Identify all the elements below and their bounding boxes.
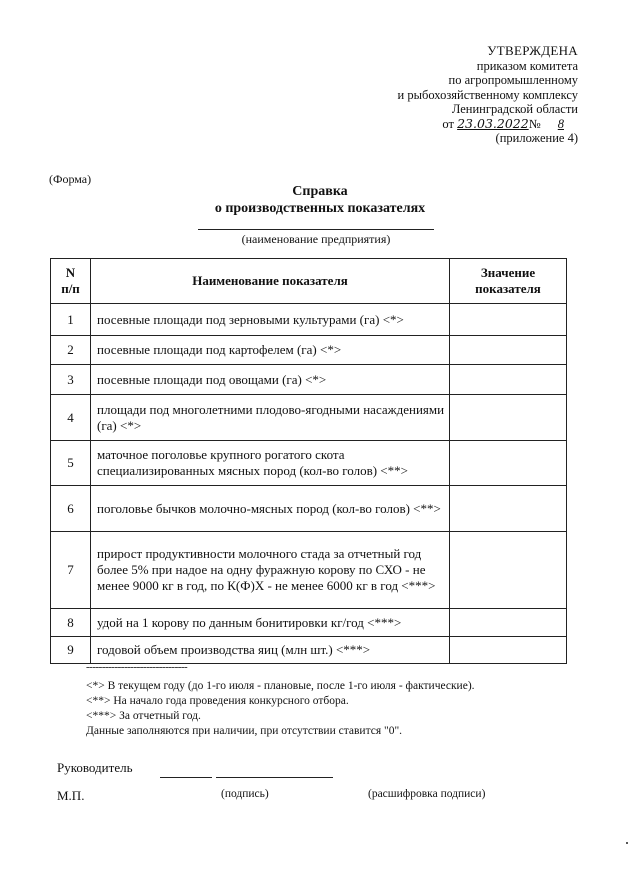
row-indicator-name: поголовье бычков молочно-мясных пород (кол-во голов) <**> (91, 486, 450, 532)
signature-caption: (подпись) (221, 788, 269, 800)
document-title (0, 183, 640, 217)
table-row (51, 441, 567, 486)
footnote: <**> На начало года проведения конкурсного отбора. (86, 695, 349, 707)
number-prefix: № (528, 116, 541, 131)
approval-line: по агропромышленному (448, 73, 578, 87)
table-row (51, 609, 567, 637)
header-indicator-value: Значение показателя (450, 259, 567, 304)
approval-line: приказом комитета (476, 58, 578, 73)
table-header-row (51, 259, 567, 304)
table-row (51, 304, 567, 336)
row-number: 5 (51, 441, 91, 486)
signature-decode-caption: (расшифровка подписи) (368, 788, 486, 800)
row-indicator-name: посевные площади под овощами (га) <*> (91, 365, 450, 395)
organization-caption: (наименование предприятия) (241, 232, 391, 246)
row-number: 3 (51, 365, 91, 395)
signature-line[interactable] (160, 777, 212, 778)
indicators-table (50, 258, 567, 664)
appendix-label: (приложение 4) (495, 131, 578, 145)
row-indicator-name: посевные площади под картофелем (га) <*> (91, 336, 450, 365)
signature-decode-line[interactable] (216, 777, 333, 778)
footnote: Данные заполняются при наличии, при отсутствии ставится "0". (86, 725, 403, 737)
header-indicator-name: Наименование показателя (91, 259, 450, 304)
footnotes (86, 679, 475, 739)
table-row (51, 486, 567, 532)
row-value-cell[interactable] (450, 486, 567, 532)
approval-heading: УТВЕРЖДЕНА (487, 43, 578, 58)
row-value-cell[interactable] (450, 304, 567, 336)
organization-name-line[interactable] (198, 229, 434, 230)
scan-speck (626, 842, 628, 844)
subtitle-line: о производственных показателях (214, 201, 426, 216)
stamp-label: М.П. (57, 788, 85, 803)
table-row (51, 532, 567, 609)
table-row (51, 365, 567, 395)
head-label: Руководитель (57, 760, 133, 775)
row-value-cell[interactable] (450, 532, 567, 609)
row-value-cell[interactable] (450, 336, 567, 365)
row-indicator-name: годовой объем производства яиц (млн шт.) <***> (91, 637, 450, 664)
handwritten-date: 23.03.2022 (457, 115, 529, 131)
row-number: 2 (51, 336, 91, 365)
footnote: <***> За отчетный год. (86, 710, 201, 722)
row-number: 7 (51, 532, 91, 609)
form-label: (Форма) (49, 172, 92, 186)
row-value-cell[interactable] (450, 441, 567, 486)
row-indicator-name: прирост продуктивности молочного стада за отчетный год более 5% при надое на одну фуражную корову по СХО - не менее 9000 кг в год, по К(Ф)Х - не менее 6000 кг в год <***> (91, 532, 450, 609)
row-number: 9 (51, 637, 91, 664)
row-value-cell[interactable] (450, 395, 567, 441)
row-indicator-name: посевные площади под зерновыми культурами (га) <*> (91, 304, 450, 336)
table-row (51, 637, 567, 664)
approval-block (318, 44, 578, 146)
row-value-cell[interactable] (450, 637, 567, 664)
header-number: N п/п (51, 259, 91, 304)
footnote: <*> В текущем году (до 1-го июля - плановые, после 1-го июля - фактические). (86, 680, 475, 692)
date-prefix: от (442, 116, 454, 131)
title-line: Справка (292, 184, 348, 199)
row-value-cell[interactable] (450, 609, 567, 637)
approval-date-row (318, 117, 578, 132)
table-row (51, 336, 567, 365)
approval-line: и рыбохозяйственному комплексу (397, 87, 578, 102)
table-row (51, 395, 567, 441)
row-indicator-name: маточное поголовье крупного рогатого скота специализированных мясных пород (кол-во голов) <**> (91, 441, 450, 486)
row-number: 8 (51, 609, 91, 637)
row-indicator-name: площади под многолетними плодово-ягодными насаждениями (га) <*> (91, 395, 450, 441)
footnote-separator: -------------------------------- (86, 661, 188, 673)
row-number: 4 (51, 395, 91, 441)
row-number: 6 (51, 486, 91, 532)
handwritten-number: 8 (557, 116, 564, 131)
row-number: 1 (51, 304, 91, 336)
approval-line: Ленинградской области (451, 102, 578, 116)
row-value-cell[interactable] (450, 365, 567, 395)
row-indicator-name: удой на 1 корову по данным бонитировки кг/год <***> (91, 609, 450, 637)
